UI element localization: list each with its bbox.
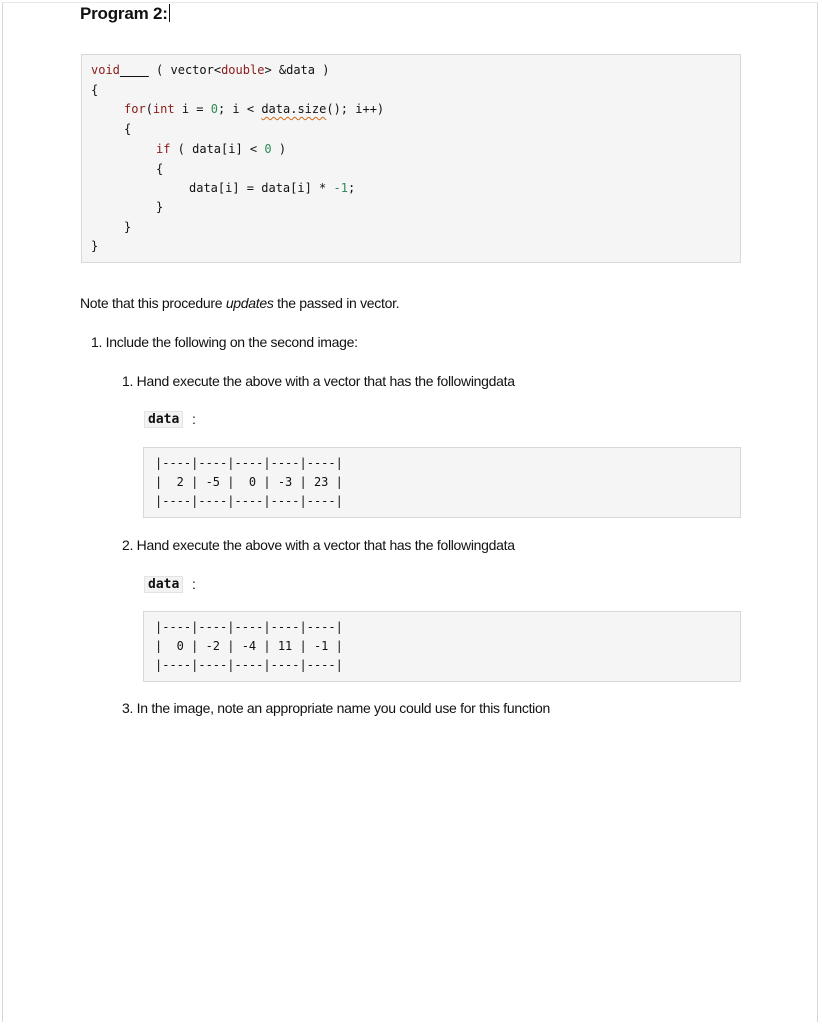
- table2-border-bottom: |----|----|----|----|----|: [155, 658, 343, 672]
- program-title[interactable]: [80, 4, 170, 24]
- double-type: double: [221, 63, 265, 77]
- code-block: [81, 54, 741, 263]
- if-keyword: if: [156, 142, 171, 156]
- params-close: > &data ): [264, 63, 330, 77]
- data-table-1: [143, 447, 741, 518]
- note-emphasis: updates: [225, 295, 274, 311]
- data-size-call: data.size: [261, 102, 327, 116]
- table1-border-bottom: |----|----|----|----|----|: [155, 494, 343, 508]
- text-cursor: [169, 4, 170, 22]
- data-table-2: [143, 611, 741, 682]
- code-line-assign: data[i] = data[i] * -1;: [189, 181, 356, 195]
- note-paragraph: Note that this procedure updates the passed in vector.: [80, 295, 400, 311]
- data-label-1: data: [144, 411, 183, 428]
- for-keyword: for: [124, 102, 146, 116]
- params-open: ( vector<: [156, 63, 222, 77]
- code-line-brace-open: {: [91, 83, 99, 97]
- code-line-if-brace-open: {: [156, 162, 164, 176]
- data-colon-1: :: [192, 411, 196, 427]
- title-text: Program 2:: [80, 4, 168, 23]
- sub-item-2: 2. Hand execute the above with a vector that has the followingdata: [122, 537, 515, 553]
- data-label-2: data: [144, 576, 183, 593]
- code-line-if: if ( data[i] < 0 ): [156, 142, 287, 156]
- zero-literal: 0: [210, 102, 218, 116]
- code-line-if-brace-close: }: [156, 200, 164, 214]
- neg-one-literal: -1: [333, 181, 348, 195]
- table2-row: | 0 | -2 | -4 | 11 | -1 |: [155, 639, 343, 653]
- code-line-for: for(int i = 0; i < data.size(); i++): [124, 102, 385, 116]
- sub-item-1: 1. Hand execute the above with a vector that has the followingdata: [122, 373, 515, 389]
- void-keyword: void: [91, 63, 120, 77]
- int-keyword: int: [152, 102, 175, 116]
- table1-row: | 2 | -5 | 0 | -3 | 23 |: [155, 475, 343, 489]
- sub-item-3: 3. In the image, note an appropriate name you could use for this function: [122, 700, 550, 716]
- table2-border-top: |----|----|----|----|----|: [155, 620, 343, 634]
- data-colon-2: :: [192, 576, 196, 592]
- function-name-blank: [120, 63, 149, 77]
- code-line-signature: [91, 63, 329, 77]
- code-line-brace-close: }: [91, 239, 99, 253]
- list-item-1: 1. Include the following on the second image:: [91, 334, 358, 350]
- code-line-for-brace-open: {: [124, 122, 132, 136]
- table1-border-top: |----|----|----|----|----|: [155, 456, 343, 470]
- code-line-for-brace-close: }: [124, 220, 132, 234]
- if-zero-literal: 0: [264, 142, 272, 156]
